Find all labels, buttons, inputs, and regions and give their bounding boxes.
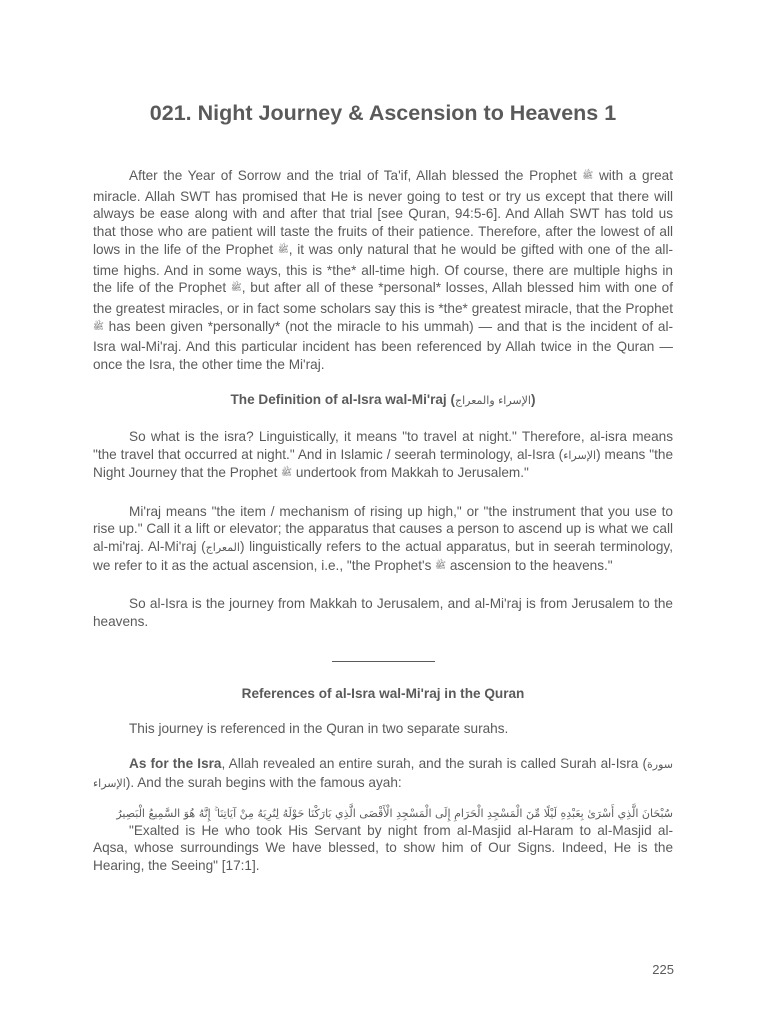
salawat-glyph: ﷺ: [230, 283, 242, 294]
summary-paragraph: So al-Isra is the journey from Makkah to Jerusalem, and al-Mi'raj is from Jerusalem to the heavens.: [93, 596, 673, 629]
page-number: 225: [652, 962, 674, 977]
arabic-text: الإسراء والمعراج: [455, 394, 531, 408]
arabic-text: المعراج: [205, 541, 240, 555]
references-intro-paragraph: This journey is referenced in the Quran in two separate surahs.: [129, 720, 509, 736]
miraj-definition-paragraph: Mi'raj means "the item / mechanism of rising up high," or "the instrument that you use to rise up." Call it a lift or elevator; the apparatus that causes a person to ascend up is what we call al-mi'raj. Al-Mi'raj (المعراج) linguistically refers to the actual apparatus, but in seerah terminology, we refer to it as the actual ascension, i.e., "the Prophet's ﷺ ascension to the heavens.": [93, 503, 673, 573]
salawat-glyph: ﷺ: [435, 560, 447, 571]
section-divider: [332, 661, 435, 662]
page-title: 021. Night Journey & Ascension to Heavens 1: [149, 101, 617, 125]
salawat-glyph: ﷺ: [277, 244, 289, 255]
page-content: [93, 100, 673, 875]
intro-paragraph: After the Year of Sorrow and the trial of Ta'if, Allah blessed the Prophet ﷺ with a great miracle. Allah SWT has promised that He is never going to test or try us except that there will always be ease along with and after that trial [see Quran, 94:5-6]. And Allah SWT has told us that those who are patient will taste the fruits of their patience. Therefore, after the lowest of all lows in the life of the Prophet ﷺ, it was only natural that he would be gifted with one of the all-time highs. And in some ways, this is *the* all-time high. Of course, there are multiple highs in the life of the Prophet ﷺ, but after all of these *personal* losses, Allah blessed him with one of the greatest miracles, or in fact some scholars say this is *the* greatest miracle, that the Prophet ﷺ has been given *personally* (not the miracle to his ummah) — and that is the incident of al-Isra wal-Mi'raj. And this particular incident has been referenced by Allah twice in the Quran — once the Isra, the other time the Mi'raj.: [93, 168, 674, 373]
arabic-text: الإسراء: [563, 448, 597, 462]
arabic-text: سورة الإسراء: [93, 758, 674, 790]
section-heading-definition: The Definition of al-Isra wal-Mi'raj (الإسراء والمعراج): [230, 392, 536, 408]
salawat-glyph: ﷺ: [582, 171, 594, 181]
isra-definition-paragraph: So what is the isra? Linguistically, it means "to travel at night." Therefore, al-isra means "the travel that occurred at night." And in Islamic / seerah terminology, al-Isra (الإسراء) means "the Night Journey that the Prophet ﷺ undertook from Makkah to Jerusalem.": [93, 428, 674, 481]
section-heading-references: References of al-Isra wal-Mi'raj in the Quran: [241, 685, 525, 701]
ayah-translation: "Exalted is He who took His Servant by night from al-Masjid al-Haram to al-Masjid al-Aqsa, whose surroundings We have blessed, to show him of Our Signs. Indeed, He is the Hearing, the Seeing" [17:1].: [93, 822, 673, 874]
bold-lead: As for the Isra: [129, 756, 222, 772]
isra-surah-paragraph: As for the Isra, Allah revealed an entire surah, and the surah is called Surah al-Isra (سورة الإسراء). And the surah begins with the famous ayah:: [93, 756, 674, 790]
quran-ayah-arabic: سُبْحَانَ الَّذِي أَسْرَىٰ بِعَبْدِهِ لَيْلًا مِّنَ الْمَسْجِدِ الْحَرَامِ إِلَى الْمَسْجِدِ الْأَقْصَى الَّذِي بَارَكْنَا حَوْلَهُ لِنُرِيَهُ مِنْ آيَاتِنَا ۚ إِنَّهُ هُوَ السَّمِيعُ الْبَصِيرُ: [116, 806, 673, 820]
salawat-glyph: ﷺ: [93, 321, 104, 332]
salawat-glyph: ﷺ: [281, 468, 293, 479]
